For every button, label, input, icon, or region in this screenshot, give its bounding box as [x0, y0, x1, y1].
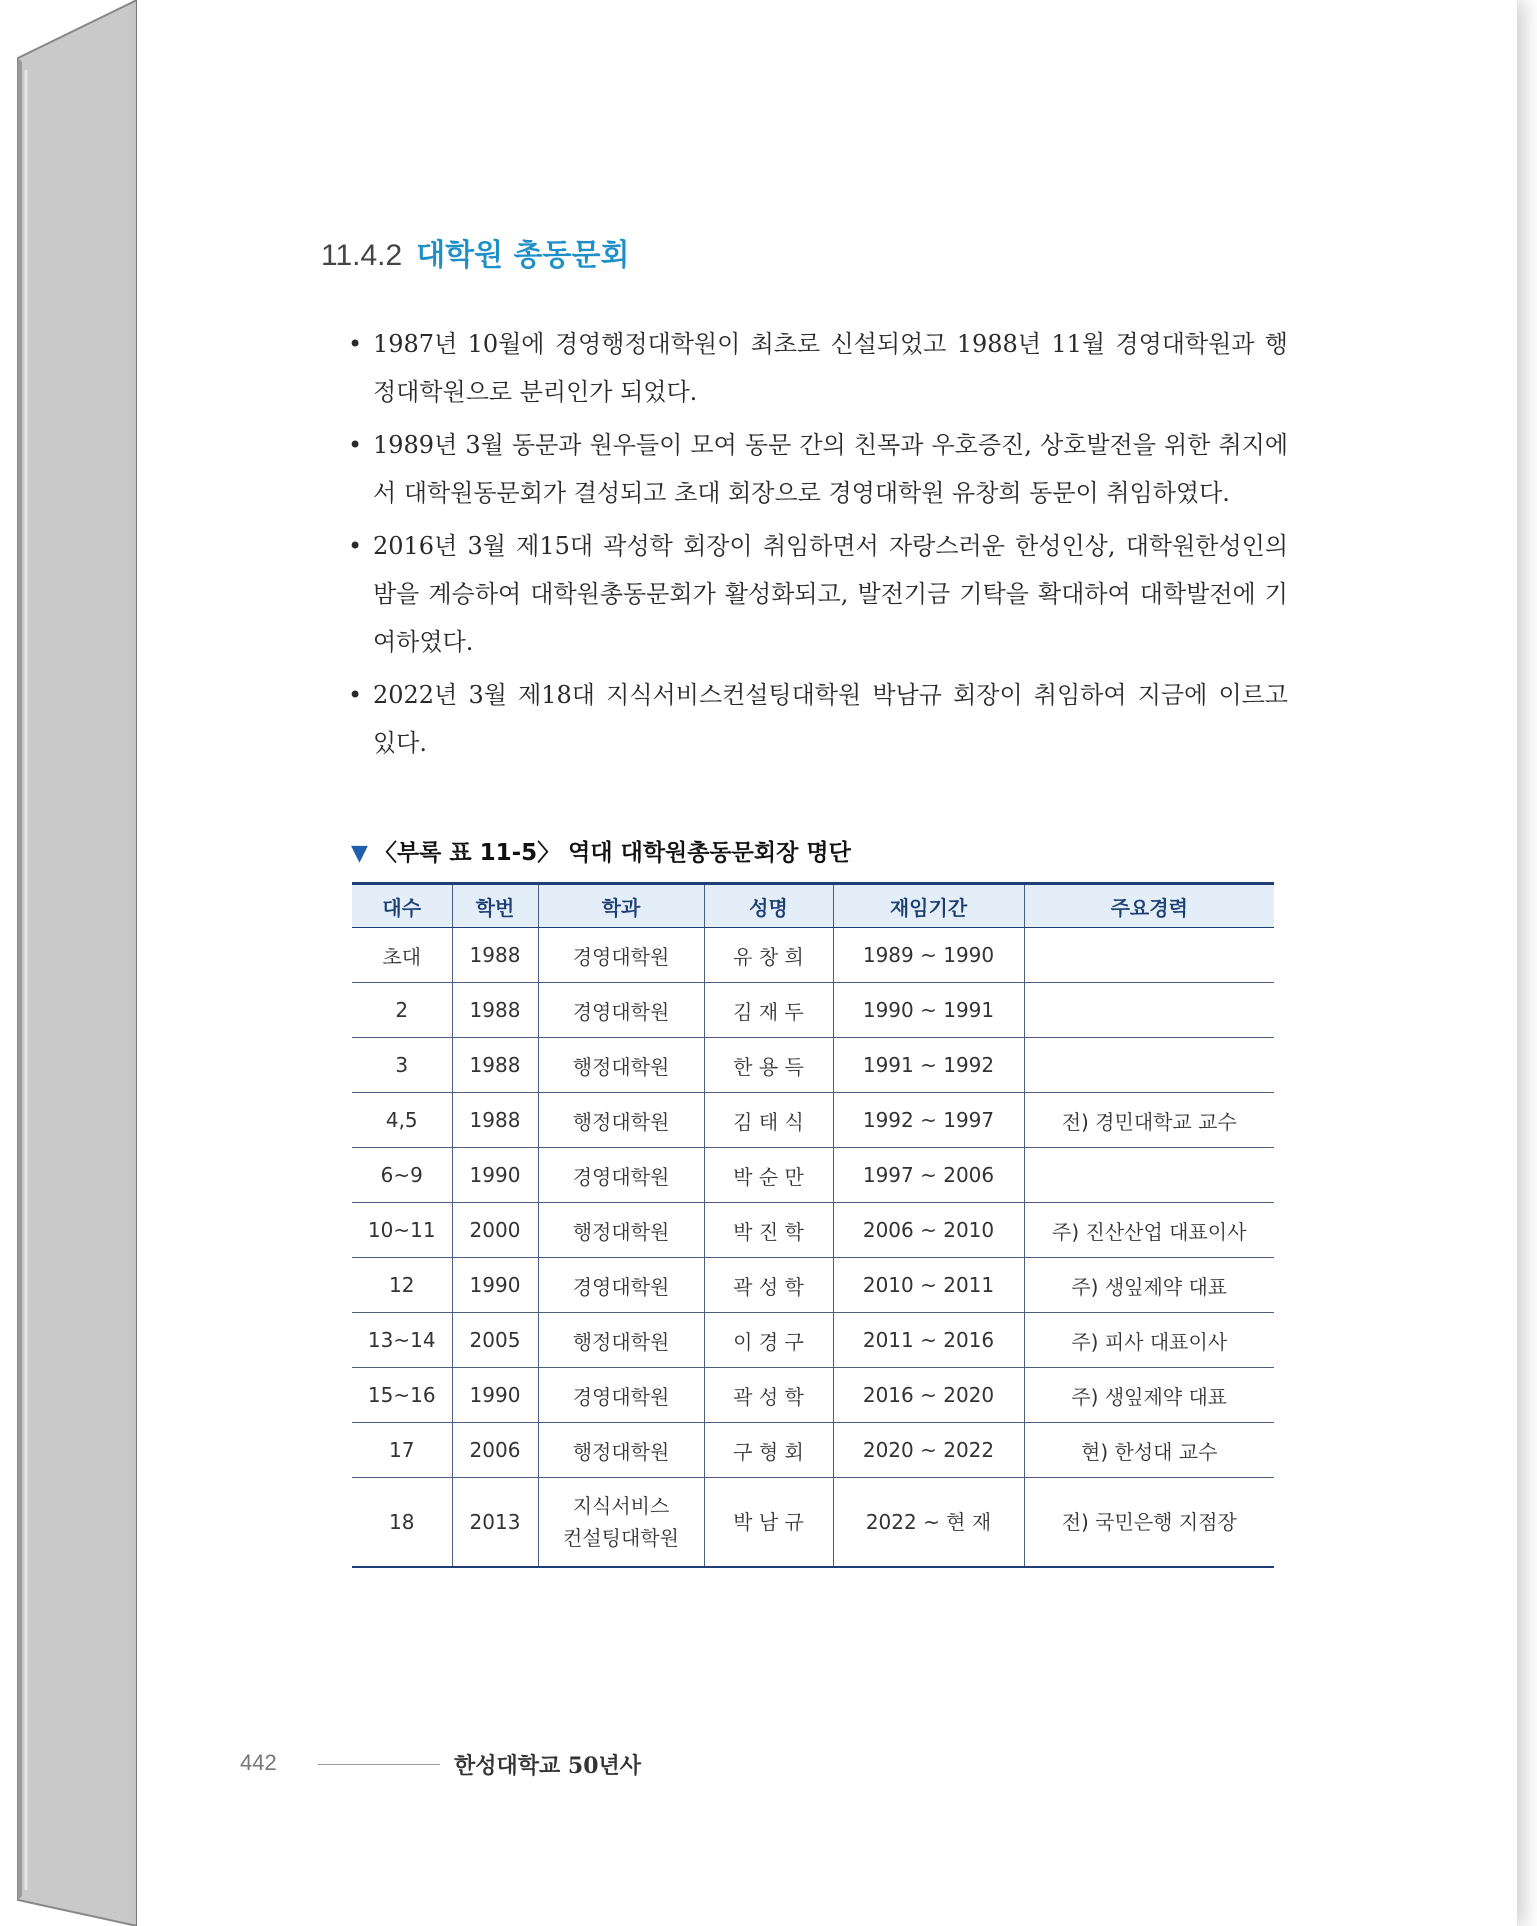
table-cell [1024, 983, 1274, 1038]
bullet-item: • 1987년 10월에 경영행정대학원이 최초로 신설되었고 1988년 11월 경영대학원과 행정대학원으로 분리인가 되었다. [348, 330, 1288, 406]
table-cell: 2 [352, 983, 452, 1038]
table-cell: 1989 ~ 1990 [833, 928, 1024, 983]
table-cell: 주) 생잎제약 대표 [1024, 1368, 1274, 1423]
table-cell: 현) 한성대 교수 [1024, 1423, 1274, 1478]
table-row [352, 1203, 1274, 1258]
table-cell: 1990 [452, 1368, 538, 1423]
table-cell [1024, 928, 1274, 983]
table-cell: 2022 ~ 현 재 [833, 1478, 1024, 1568]
table-cell: 3 [352, 1038, 452, 1093]
table-cell: 1988 [452, 1093, 538, 1148]
table-cell: 박 진 학 [704, 1203, 833, 1258]
table-cell: 2013 [452, 1478, 538, 1568]
table-row [352, 1038, 1274, 1093]
table-cell: 15~16 [352, 1368, 452, 1423]
table-cell: 4,5 [352, 1093, 452, 1148]
table-row [352, 1423, 1274, 1478]
table-cell: 2010 ~ 2011 [833, 1258, 1024, 1313]
bullet-list [348, 320, 1288, 772]
triangle-down-icon: ▼ [351, 841, 368, 866]
table-cell: 행정대학원 [538, 1203, 704, 1258]
table-cell: 박 남 규 [704, 1478, 833, 1568]
table-cell: 초대 [352, 928, 452, 983]
table-cell: 2000 [452, 1203, 538, 1258]
section-title: 대학원 총동문회 [416, 238, 630, 273]
table-cell: 행정대학원 [538, 1313, 704, 1368]
column-header: 학과 [538, 884, 704, 928]
table-cell: 1997 ~ 2006 [833, 1148, 1024, 1203]
table-cell: 1991 ~ 1992 [833, 1038, 1024, 1093]
table-cell: 구 형 회 [704, 1423, 833, 1478]
column-header: 성명 [704, 884, 833, 928]
table-cell: 2006 ~ 2010 [833, 1203, 1024, 1258]
column-header: 주요경력 [1024, 884, 1274, 928]
column-header: 재임기간 [833, 884, 1024, 928]
table-cell: 18 [352, 1478, 452, 1568]
table-cell: 1990 [452, 1148, 538, 1203]
table-cell: 13~14 [352, 1313, 452, 1368]
table-cell: 지식서비스 컨설팅대학원 [538, 1478, 704, 1568]
table-cell: 유 창 희 [704, 928, 833, 983]
table-cell: 2005 [452, 1313, 538, 1368]
table-cell: 경영대학원 [538, 983, 704, 1038]
table-cell: 곽 성 학 [704, 1258, 833, 1313]
table-cell: 경영대학원 [538, 928, 704, 983]
table-cell: 1990 ~ 1991 [833, 983, 1024, 1038]
page-number: 442 [240, 1750, 277, 1775]
table-cell: 경영대학원 [538, 1148, 704, 1203]
table-row [352, 983, 1274, 1038]
table-cell: 주) 진산산업 대표이사 [1024, 1203, 1274, 1258]
table-cell: 1990 [452, 1258, 538, 1313]
table-cell: 1988 [452, 928, 538, 983]
table-row [352, 928, 1274, 983]
section-heading [321, 236, 630, 276]
table-cell: 이 경 구 [704, 1313, 833, 1368]
table-row [352, 1148, 1274, 1203]
bullet-item: • 2016년 3월 제15대 곽성학 회장이 취임하면서 자랑스러운 한성인상, 대학원한성인의 밤을 계승하여 대학원총동문회가 활성화되고, 발전기금 기탁을 확대하여 대학발전에 기여하였다. [348, 532, 1288, 656]
footer-rule [318, 1764, 440, 1765]
table-cell: 1992 ~ 1997 [833, 1093, 1024, 1148]
bullet-item: • 1989년 3월 동문과 원우들이 모여 동문 간의 친목과 우호증진, 상호발전을 위한 취지에서 대학원동문회가 결성되고 초대 회장으로 경영대학원 유창희 동문이 취임하였다. [348, 431, 1288, 507]
table-cell: 2020 ~ 2022 [833, 1423, 1024, 1478]
table-row [352, 1478, 1274, 1568]
table-cell: 김 재 두 [704, 983, 833, 1038]
table-cell: 1988 [452, 1038, 538, 1093]
table-cell: 2006 [452, 1423, 538, 1478]
table-row [352, 1093, 1274, 1148]
table-row [352, 1368, 1274, 1423]
table-cell: 행정대학원 [538, 1038, 704, 1093]
table-cell: 곽 성 학 [704, 1368, 833, 1423]
table-cell [1024, 1038, 1274, 1093]
president-roster-table [352, 882, 1274, 1568]
book-title: 한성대학교 50년사 [454, 1753, 642, 1779]
table-cell: 경영대학원 [538, 1368, 704, 1423]
table-cell: 1988 [452, 983, 538, 1038]
table-cell: 전) 국민은행 지점장 [1024, 1478, 1274, 1568]
table-caption: ▼ 〈부록 표 11-5〉 역대 대학원총동문회장 명단 [351, 840, 851, 866]
table-row [352, 1313, 1274, 1368]
table-cell: 행정대학원 [538, 1093, 704, 1148]
table-cell: 12 [352, 1258, 452, 1313]
table-header-row [352, 884, 1274, 928]
table-row [352, 1258, 1274, 1313]
table-cell [1024, 1148, 1274, 1203]
table-cell: 주) 생잎제약 대표 [1024, 1258, 1274, 1313]
table-cell: 전) 경민대학교 교수 [1024, 1093, 1274, 1148]
table-cell: 2016 ~ 2020 [833, 1368, 1024, 1423]
bullet-item: • 2022년 3월 제18대 지식서비스컨설팅대학원 박남규 회장이 취임하여 지금에 이르고 있다. [348, 681, 1288, 757]
column-header: 학번 [452, 884, 538, 928]
table-cell: 17 [352, 1423, 452, 1478]
table-cell: 경영대학원 [538, 1258, 704, 1313]
table-cell: 2011 ~ 2016 [833, 1313, 1024, 1368]
table-cell: 김 태 식 [704, 1093, 833, 1148]
table-cell: 6~9 [352, 1148, 452, 1203]
table-cell: 주) 피사 대표이사 [1024, 1313, 1274, 1368]
section-number: 11.4.2 [321, 239, 403, 272]
column-header: 대수 [352, 884, 452, 928]
table-cell: 10~11 [352, 1203, 452, 1258]
table-cell: 행정대학원 [538, 1423, 704, 1478]
table-cell: 한 용 득 [704, 1038, 833, 1093]
table-cell: 박 순 만 [704, 1148, 833, 1203]
